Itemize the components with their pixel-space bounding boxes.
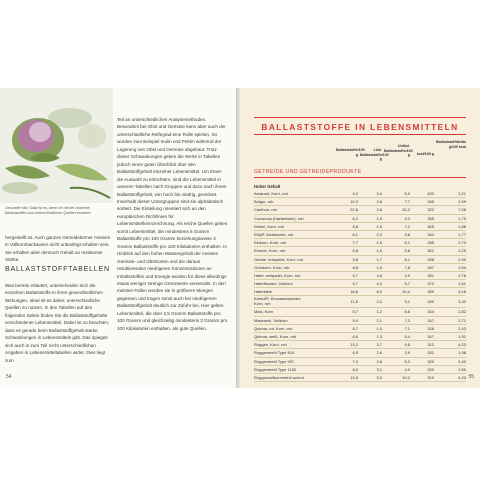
value-cell: 4,0 [376,281,382,287]
value-cell: 305 [427,223,434,229]
value-cell: 10,2 [402,374,410,380]
value-cell: 9,7 [352,272,358,278]
food-name-cell: Roggenmehl Type 1150 [254,366,297,372]
value-cell: 8,6 [404,309,410,315]
value-cell: 2,50 [458,366,466,372]
value-cell: 312 [427,342,434,348]
table-title: BALLASTSTOFFE IN LEBENSMITTELN [261,122,459,132]
food-name-cell: Amarant, Korn, roh [254,191,288,196]
value-cell: 328 [427,325,434,331]
table-row [254,206,466,214]
value-cell: 4,23 [458,374,466,380]
value-cell: 1,0 [376,325,382,331]
value-cell: 1,0 [376,248,382,254]
value-cell: 344 [427,231,434,237]
food-name-cell: Hafer, entspelzt, Korn, roh [254,272,301,278]
value-cell: 9,2 [352,191,358,196]
value-cell: 2,4 [376,191,382,196]
value-cell: 3,1 [376,366,382,372]
food-name-cell: Roggenmehl Type 997 [254,358,295,364]
value-cell: 359 [427,289,434,295]
food-name-cell: Mais, Korn [254,309,274,315]
value-cell: 2,88 [458,223,466,229]
food-name-cell: Quinoa, rot, Korn, roh [254,325,293,331]
value-cell: 2,2 [376,298,382,304]
food-name-cell: Roggenmehl Type 815 [254,350,295,356]
value-cell: 4,3 [404,215,410,221]
value-cell: 1,77 [458,231,466,237]
value-cell: 329 [427,358,434,364]
value-cell: 1,5 [376,223,382,229]
food-name-cell: Roggen, Korn, roh [254,342,287,348]
food-name-cell: Couscous (Hartweizen), roh [254,215,304,221]
value-cell: 2,76 [458,272,466,278]
page-number: 55 [468,374,474,380]
value-cell: 3,33 [458,298,466,304]
value-cell: 319 [427,374,434,380]
value-cell: 2,82 [458,309,466,315]
value-cell: 7,7 [404,199,410,205]
value-cell: 7,1 [404,325,410,331]
value-cell: 2,1 [376,317,382,323]
value-cell: 2,25 [458,248,466,254]
value-cell: 4,9 [404,272,410,278]
table-row [254,349,466,357]
table-row [254,317,466,325]
value-cell: 7,9 [352,358,358,364]
value-cell: 7,2 [404,223,410,229]
value-cell: 403 [427,191,434,196]
value-cell: 7,7 [352,240,358,246]
value-cell: 1,3 [376,334,382,339]
table-row [254,341,466,349]
value-cell: 7,8 [404,264,410,270]
value-cell: 1,2 [376,309,382,315]
value-cell: 2,40 [458,358,466,364]
value-cell: 5,9 [404,191,410,196]
value-cell: 332 [427,350,434,356]
value-cell: 5,18 [458,289,466,295]
value-cell: 2,6 [376,207,382,213]
value-cell: 9,7 [352,281,358,287]
food-name-cell: Gerste, entspelzt, Korn, roh [254,256,303,262]
value-cell: 4,23 [458,342,466,348]
value-cell: 285 [427,240,434,246]
value-cell: 10,4 [402,289,410,295]
food-name-cell: Haferflocken, Vollkorn [254,281,293,287]
value-cell: 351 [427,272,434,278]
table-row [254,308,466,316]
value-cell: 322 [427,207,434,213]
table-row [254,280,466,288]
value-cell: 5,7 [404,281,410,287]
value-cell: 5,3 [404,358,410,364]
table-row [254,256,466,264]
table-row [254,358,466,366]
value-cell: 8,0 [352,366,358,372]
food-name-cell: Ebly® Zartweizen, roh [254,231,294,237]
body-text: hergestellt ist. Auch ganzes Getreidekörner müssen in Vollkornbackwaren nicht unbedingt erhalten sein. Sie erhalten aber dennoch Gehalt an resistenter Stärke. [5,235,111,263]
title-rule-bottom [254,134,466,135]
value-cell: 320 [427,366,434,372]
value-cell: 11,5 [350,298,358,304]
left-page [0,88,236,388]
value-cell: 13,5 [350,374,358,380]
value-cell: 1,96 [458,350,466,356]
table-row [254,288,466,296]
table-row [254,198,466,206]
table-section-heading: GETREIDE UND GETREIDEPRODUKTE [254,169,362,175]
food-name-cell: Bulgur, roh [254,199,274,205]
value-cell: 2,90 [458,256,466,262]
value-cell: 345 [427,199,434,205]
value-cell: 1,7 [376,256,382,262]
value-cell: 2,61 [458,281,466,287]
column-header: Ballaststoffe/100 g [336,148,365,157]
table-row [254,272,466,280]
section-rule [254,177,466,178]
table-row [254,333,466,341]
value-cell: 18,6 [350,289,358,295]
value-cell: 344 [427,309,434,315]
value-cell: 8,8 [352,264,358,270]
food-name-cell: Canihua, roh [254,207,277,213]
value-cell: 372 [427,281,434,287]
table-row [254,325,466,333]
value-cell: 6,5 [352,350,358,356]
food-name-cell: Einkorn, Korn, roh [254,240,287,246]
value-cell: 3,9 [404,350,410,356]
fiber-table [254,190,466,382]
table-row [254,366,466,374]
value-cell: 20,2 [402,207,410,213]
food-name-cell: Quinoa, weiß, Korn, roh [254,334,297,339]
table-row [254,215,466,223]
column-header: Ballaststoffdichte g/100 kcal [436,140,467,149]
column-header: kcal/100 g [416,152,434,156]
value-cell: 2,6 [376,358,382,364]
food-name-cell: Grünkern, Korn, roh [254,264,290,270]
value-cell: 7,3 [404,317,410,323]
value-cell: 2,54 [458,264,466,270]
value-cell: 3,8 [404,231,410,237]
table-row [254,264,466,272]
table-row [254,247,466,255]
body-text: Was bereits erläutert, unterscheiden sich die einzelnen Ballaststoffe in ihren gesundheitlichen Wirkungen. Ideal ist es daher, unterschiedliche Quellen zu nutzen. In den Tabellen auf den folgenden Seiten finden Sie die Ballaststoffgehalte verschiedener Lebensmittel. Dabei ist zu beachten, dass es gerade beim Ballaststoffgehalt starke Schwankungen in Lebensmitteln gibt. Das spiegelt sich auch in zum Teil recht unterschiedlichen Angaben in Lebensmitteltabellen wider. Dies liegt zum [5,283,110,363]
value-cell: 8,8 [352,223,358,229]
value-cell: 5,4 [404,334,410,339]
food-name-cell: Maismehl, Vollkorn [254,317,288,323]
table-row [254,190,466,198]
photo-caption: Gesunder Mix: Salat ist es, wenn ihr mit der Auberine Ballaststoffen aus unterschiedlichen Quellen ersetzen. [5,206,92,215]
value-cell: 2,70 [458,240,466,246]
value-cell: 3,7 [376,342,382,348]
value-cell: 1,0 [376,264,382,270]
value-cell: 6,2 [352,215,358,221]
value-cell: 8,1 [404,256,410,262]
value-cell: 347 [427,334,434,339]
value-cell: 6,6 [352,334,358,339]
value-cell: 3,3 [376,374,382,380]
value-cell: 302 [427,248,434,254]
value-cell: 338 [427,256,434,262]
value-cell: 2,6 [376,199,382,205]
food-name-cell: Kamut®, Khorasanweizen, Korn, roh [254,296,302,307]
page-number: 54 [6,374,12,380]
value-cell: 1,91 [458,334,466,339]
value-cell: 1,75 [458,215,466,221]
value-cell: 6,1 [404,240,410,246]
value-cell: 2,43 [458,325,466,331]
right-page [240,88,480,388]
value-cell: 8,7 [352,325,358,331]
column-header: Lösl. Ballaststoffe/100 g [360,148,389,162]
title-rule-top [254,117,466,118]
value-cell: 9,7 [352,309,358,315]
value-cell: 9,4 [352,317,358,323]
table-row [254,231,466,239]
value-cell: 4,8 [376,272,382,278]
section-heading: BALLASTSTOFFTABELLEN [5,266,110,273]
value-cell: 5,8 [404,248,410,254]
food-name-cell: Roggenvollkornmehl/-schrot [254,374,304,380]
column-header: Unlösl. Ballaststoffe/100 g [384,144,413,158]
food-name-cell: Haferkleie [254,289,273,295]
value-cell: 10,3 [350,199,358,205]
value-cell: 13,2 [350,342,358,348]
value-cell: 2,71 [458,317,466,323]
table-row [254,223,466,231]
value-cell: 1,5 [376,240,382,246]
value-cell: 2,21 [458,191,466,196]
value-cell: 6,1 [352,231,358,237]
value-cell: 7,08 [458,207,466,213]
value-cell: 355 [427,215,434,221]
table-subheading: Hoher Gehalt [254,184,281,189]
food-name-cell: Dinkel, Korn, roh [254,223,284,229]
table-row [254,296,466,308]
value-cell: 2,3 [376,231,382,237]
value-cell: 8,2 [376,289,382,295]
value-cell: 347 [427,264,434,270]
value-cell: 9,1 [404,298,410,304]
value-cell: 4,9 [404,366,410,372]
value-cell: 2,99 [458,199,466,205]
value-cell: 22,8 [350,207,358,213]
table-row [254,239,466,247]
value-cell: 9,5 [404,342,410,348]
value-cell: 339 [427,298,434,304]
value-cell: 9,8 [352,256,358,262]
value-cell: 2,6 [376,350,382,356]
artichoke-photo [0,88,113,203]
body-text: Teil an unterschiedlichen Analysemethoden. Besonders bei Obst und Gemüse kann aber auch der unterschiedliche Reifegrad eine Rolle spielen. So wurden zum Beispiel Inulin und Pektin während der Lagerung von Obst und Gemüse abgebaut. Trotz dieser Schwankungen geben die Werte in Tabellen jedoch einen guten Überblick über den Ballaststoffgehalt einzelner Lebensmittel. Um Ihnen die Auswahl zu erleichtern, sind die Lebensmittel in unseren Tabellen nach Gruppen und dazu nach ihrem Ballaststoffgehalt, von hoch bis niedrig, geordnet. Innerhalb dieser Untergruppen sind sie alphabetisch sortiert. Die Einteilung orientiert sich an den europäischen Richtlinien für Lebensmittelkennzeichnung. Als reiche Quellen gelten somit Lebensmittel, die mindestens 6 Gramm Ballaststoffe pro 100 Gramm beziehungsweise 3 Gramm Ballaststoffe pro 100 Kilokalorien enthalten. In Hinblick auf den hohen Wassergehalt der meisten Gemüse- und Obstsorten und die daraus resultierenden niedrigeren Konzentrationen an Inhaltsstoffen und Energie wurden für diese allerdings etwas weniger strenge Grenzwerte verwendet. In den meisten Fällen werden sie in größeren Mengen gegessen und tragen somit auch bei niedrigerem Ballaststoffgehalt deutlich zur Zufuhr bei. Hier gelten Lebensmittel, die über 2,5 Gramm Ballaststoffe pro 100 Gramm und gleichzeitig mindestens 3 Gramm pro 100 Kilokalorien enthalten, als gute Quellen. [117,117,228,331]
value-cell: 347 [427,317,434,323]
value-cell: 6,8 [352,248,358,254]
food-name-cell: Emmer, Korn, roh [254,248,286,254]
value-cell: 1,9 [376,215,382,221]
table-row [254,374,466,382]
